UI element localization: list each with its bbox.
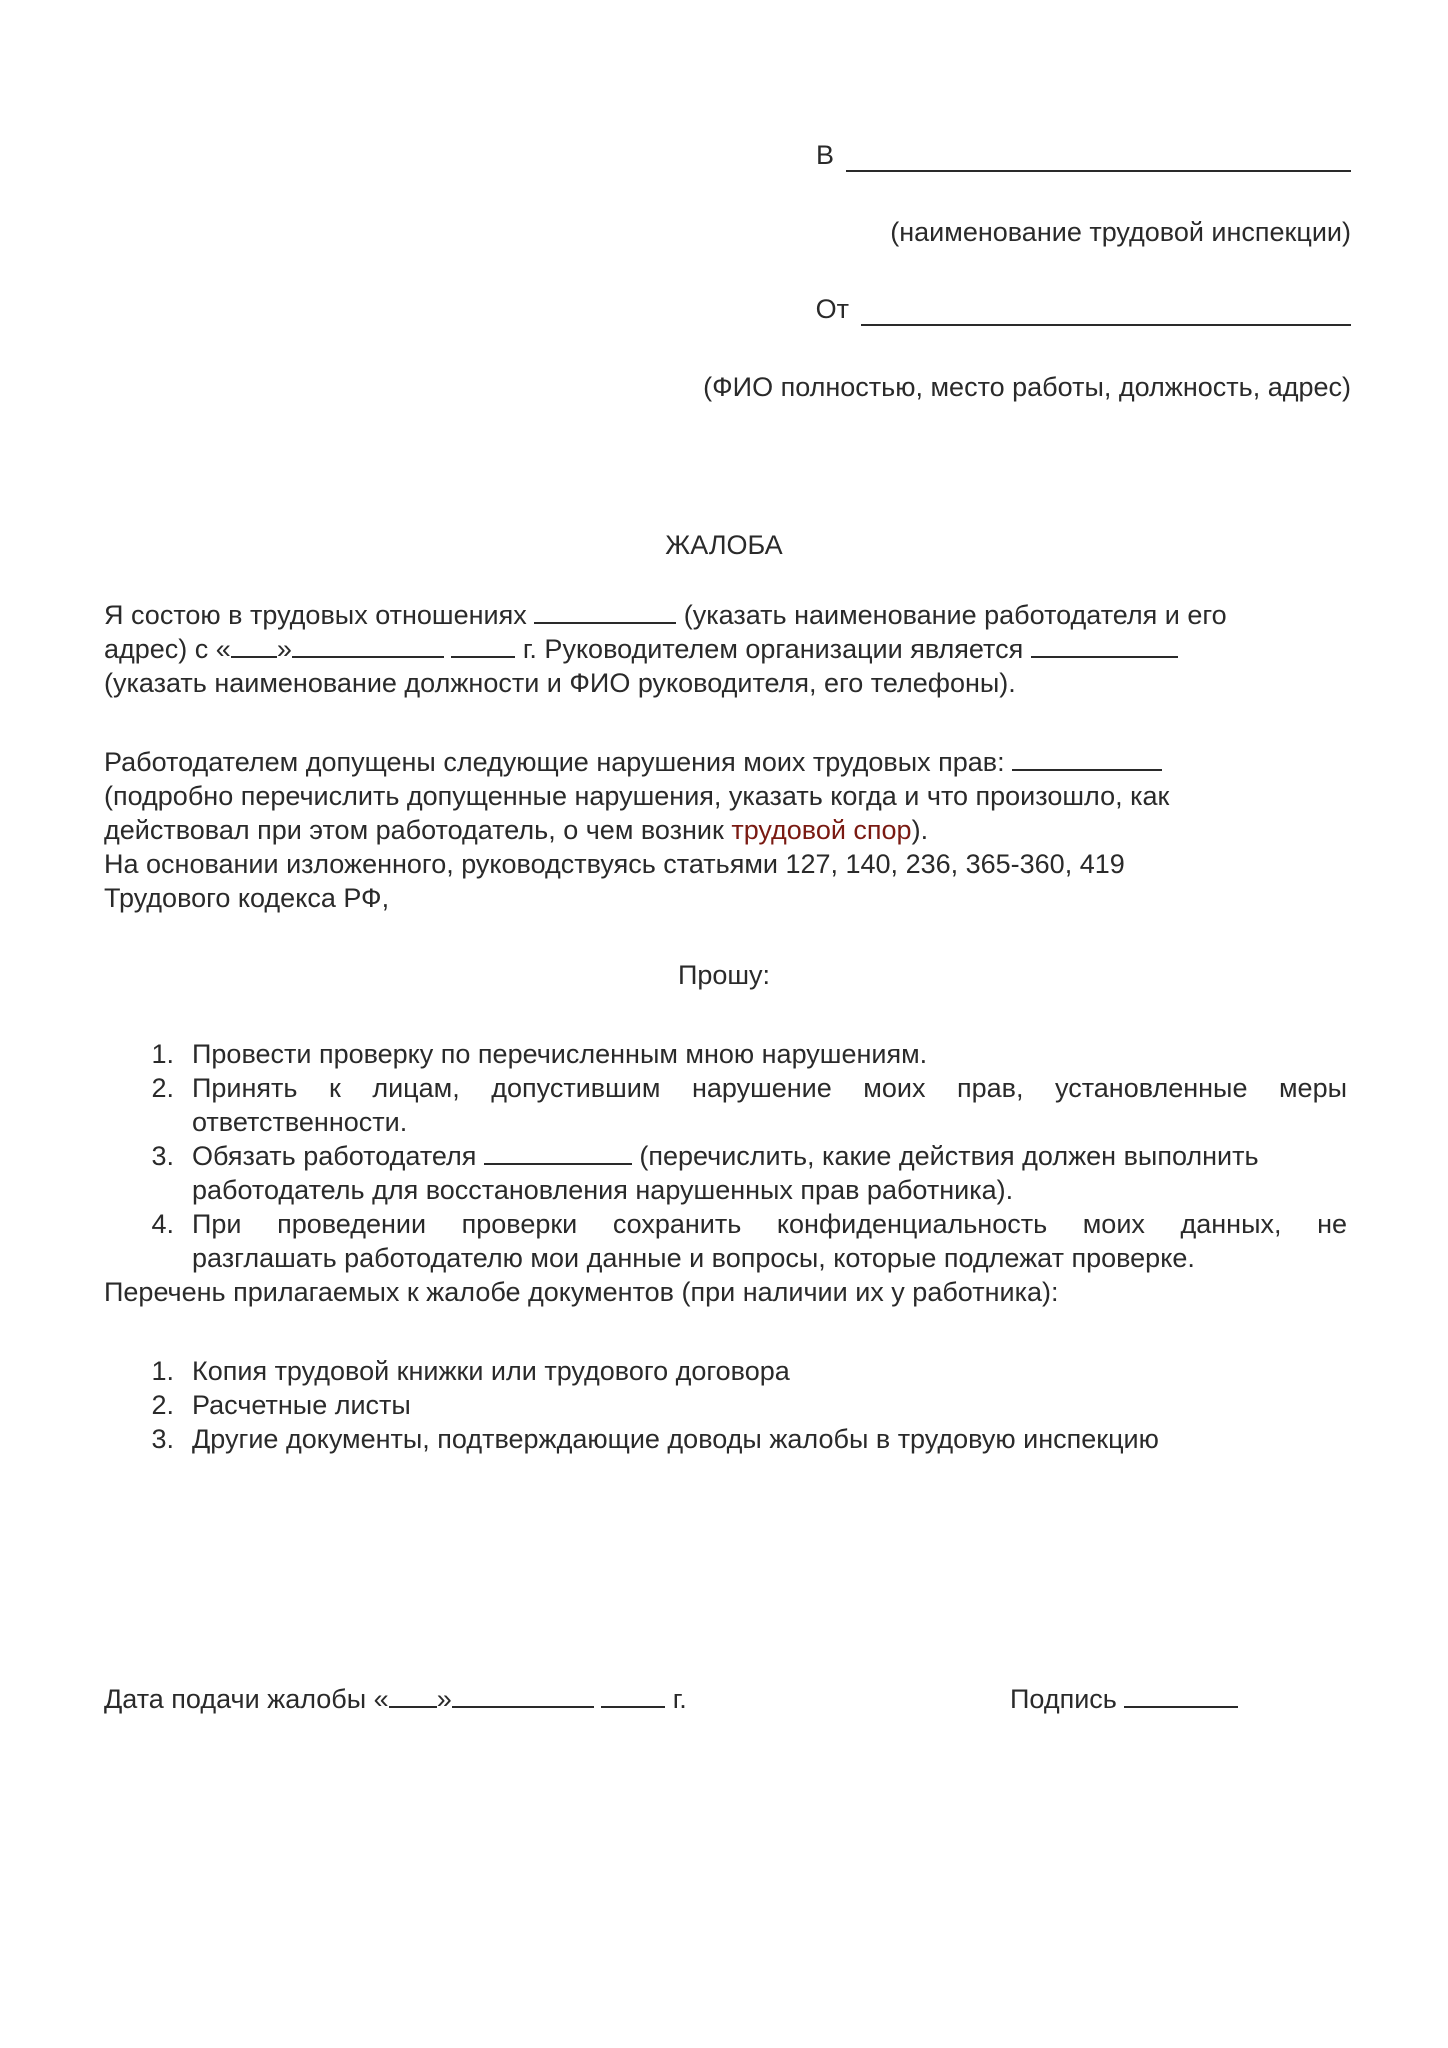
sender-blank — [861, 298, 1351, 326]
list-item: Провести проверку по перечисленным мною нарушениям. — [192, 1039, 928, 1069]
violations-line-4: На основании изложенного, руководствуясь статьями 127, 140, 236, 365-360, 419 — [104, 849, 1125, 879]
date-day-blank — [389, 1684, 437, 1708]
list-item-number: 2. — [151, 1390, 174, 1420]
request-heading: Прошу: — [677, 960, 771, 990]
document-title: ЖАЛОБА — [665, 530, 783, 560]
list-item-continuation: разглашать работодателю мои данные и вопросы, которые подлежат проверке. — [192, 1243, 1195, 1273]
recipient-row — [816, 138, 1351, 172]
recipient-caption: (наименование трудовой инспекции) — [890, 217, 1351, 247]
violations-blank — [1012, 747, 1162, 771]
date-month-blank — [452, 1684, 594, 1708]
list-item-continuation: работодатель для восстановления нарушенных прав работника). — [192, 1175, 1014, 1205]
list-item-number: 2. — [151, 1073, 174, 1103]
list-item: Обязать работодателя (перечислить, какие действия должен выполнить — [192, 1141, 1259, 1171]
list-item-number: 1. — [151, 1039, 174, 1069]
year-blank — [451, 634, 515, 658]
actions-blank — [484, 1141, 632, 1165]
violations-line-3: действовал при этом работодатель, о чем возник трудовой спор). — [104, 815, 929, 845]
list-item: Принять к лицам, допустившим нарушение моих прав, установленные меры — [192, 1073, 1347, 1103]
intro-line-2: адрес) с « » г. Руководителем организации является — [104, 632, 1178, 666]
list-item-number: 4. — [151, 1209, 174, 1239]
list-item: Другие документы, подтверждающие доводы жалобы в трудовую инспекцию — [192, 1424, 1159, 1454]
list-item: При проведении проверки сохранить конфиденциальность моих данных, не — [192, 1209, 1347, 1239]
list-item-continuation: ответственности. — [192, 1107, 408, 1137]
sender-prefix: От — [815, 294, 849, 324]
date-year-blank — [601, 1684, 665, 1708]
recipient-prefix: В — [815, 140, 834, 170]
labor-dispute-link[interactable]: трудовой спор — [731, 815, 912, 845]
signature-blank — [1124, 1684, 1238, 1708]
intro-line-1: Я состою в трудовых отношениях (указать наименование работодателя и его — [104, 600, 1227, 630]
list-item-number: 3. — [151, 1141, 174, 1171]
sender-row — [816, 292, 1351, 326]
intro-line-3: (указать наименование должности и ФИО руководителя, его телефоны). — [104, 668, 1016, 698]
attachments-heading: Перечень прилагаемых к жалобе документов (при наличии их у работника): — [104, 1277, 1059, 1307]
director-blank — [1031, 634, 1178, 658]
day-blank — [231, 634, 277, 658]
submission-date: Дата подачи жалобы « » г. — [104, 1684, 687, 1714]
list-item: Расчетные листы — [192, 1390, 411, 1420]
recipient-blank — [846, 144, 1351, 172]
violations-line-2: (подробно перечислить допущенные нарушения, указать когда и что произошло, как — [104, 781, 1170, 811]
sender-caption: (ФИО полностью, место работы, должность, адрес) — [703, 372, 1351, 402]
list-item-number: 1. — [151, 1356, 174, 1386]
employer-blank — [534, 600, 676, 624]
violations-line-5: Трудового кодекса РФ, — [104, 883, 390, 913]
month-blank — [292, 634, 444, 658]
list-item: Копия трудовой книжки или трудового договора — [192, 1356, 790, 1386]
violations-line-1: Работодателем допущены следующие нарушения моих трудовых прав: — [104, 745, 1162, 779]
list-item-number: 3. — [151, 1424, 174, 1454]
signature: Подпись — [1010, 1682, 1238, 1716]
